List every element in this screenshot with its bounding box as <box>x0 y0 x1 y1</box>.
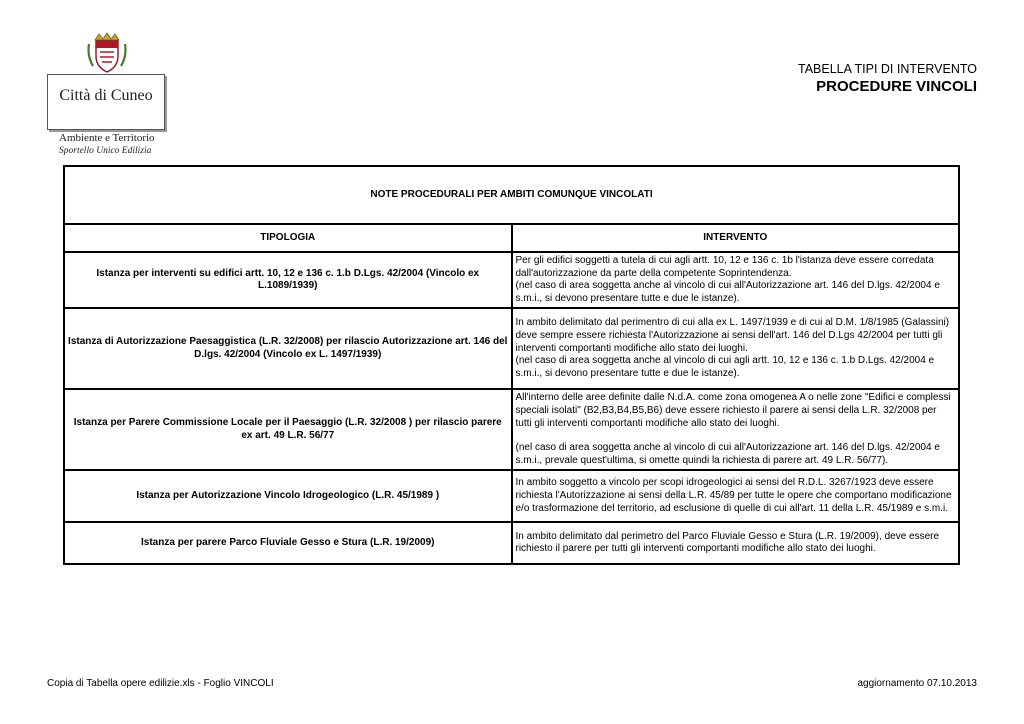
intervento-cell <box>512 389 960 470</box>
table-row <box>64 522 959 564</box>
tipologia-cell: Istanza per parere Parco Fluviale Gesso e Stura (L.R. 19/2009) <box>64 522 512 564</box>
intervento-cell <box>512 522 960 564</box>
header-subtitle: TABELLA TIPI DI INTERVENTO <box>798 62 977 76</box>
logo-city-name: Città di Cuneo <box>59 87 153 104</box>
intervento-cell <box>512 252 960 308</box>
table-row <box>64 470 959 522</box>
column-header-intervento: INTERVENTO <box>512 224 960 252</box>
intervento-note: (nel caso di area soggetta anche al vincolo di cui all'Autorizzazione art. 146 del D.lgs. 42/2004 e s.m.i., prevale quest'ultima, si omette quindi la richiesta di parere art. 49 L.R. 56/77). <box>515 442 940 466</box>
tipologia-cell: Istanza di Autorizzazione Paesaggistica (L.R. 32/2008) per rilascio Autorizzazione art. 146 del D.lgs. 42/2004 (Vincolo ex L. 1497/1939) <box>64 308 512 389</box>
table-row <box>64 308 959 389</box>
coat-of-arms-icon <box>85 30 129 74</box>
intervento-cell <box>512 308 960 389</box>
intervento-text: All'interno delle aree definite dalle N.d.A. come zona omogenea A o nelle zone "Edifici e complessi speciali isolati" (B2,B3,B4,B5,B6) deve essere richiesto il parere ai sensi della L.R. 32/2008 per tutti gli interventi comportanti modifiche allo stato dei luoghi. <box>515 392 951 429</box>
intervento-text: In ambito delimitato dal perimentro di cui alla ex L. 1497/1939 e di cui al D.M. 1/8/1985 (Galassini) deve sempre essere richiesta l'Autorizzazione ai sensi dell'art. 146 del D.Lgs 42/2004 per tutti gli interventi comportanti modifiche allo stato dei luoghi. <box>515 317 950 354</box>
city-logo <box>47 30 172 156</box>
tipologia-cell: Istanza per interventi su edifici artt. 10, 12 e 136 c. 1.b D.Lgs. 42/2004 (Vincolo ex L.1089/1939) <box>64 252 512 308</box>
intervento-cell <box>512 470 960 522</box>
logo-department: Ambiente e Territorio <box>59 132 155 144</box>
intervento-text: Per gli edifici soggetti a tutela di cui agli artt. 10, 12 e 136 c. 1b l'istanza deve essere corredata dall'autorizzazione da parte della competente Soprintendenza. <box>515 255 934 279</box>
footer-update-date: aggiornamento 07.10.2013 <box>857 678 977 689</box>
column-header-tipologia: TIPOLOGIA <box>64 224 512 252</box>
logo-frame <box>47 74 165 130</box>
header-title: PROCEDURE VINCOLI <box>816 78 977 95</box>
intervento-note: (nel caso di area soggetta anche al vincolo di cui agli artt. 10, 12 e 136 c. 1.b D.Lgs. 42/2004 e s.m.i., si devono presentare tutte e due le istanze). <box>515 355 935 379</box>
footer-source: Copia di Tabella opere edilizie.xls - Foglio VINCOLI <box>47 678 274 689</box>
table-row <box>64 252 959 308</box>
intervento-text: In ambito soggetto a vincolo per scopi idrogeologici ai sensi del R.D.L. 3267/1923 deve essere richiesta l'Autorizzazione ai sensi della L.R. 45/89 per tutte le opere che comportano modificazione e/o trasformazione del territorio, ad esclusione di quelle di cui all'art. 11 della L.R. 45/1989 e s.m.i. <box>515 477 952 514</box>
table-caption: NOTE PROCEDURALI PER AMBITI COMUNQUE VINCOLATI <box>64 166 959 224</box>
document-header <box>798 62 977 95</box>
intervento-text: In ambito delimitato dal perimetro del Parco Fluviale Gesso e Stura (L.R. 19/2009), deve essere richiesto il parere per tutti gli interventi comportanti modifiche allo stato dei luoghi. <box>515 530 940 555</box>
tipologia-cell: Istanza per Parere Commissione Locale per il Paesaggio (L.R. 32/2008 ) per rilascio parere ex art. 49 L.R. 56/77 <box>64 389 512 470</box>
table-row <box>64 389 959 470</box>
tipologia-cell: Istanza per Autorizzazione Vincolo Idrogeologico (L.R. 45/1989 ) <box>64 470 512 522</box>
logo-office: Sportello Unico Edilizia <box>59 146 152 156</box>
intervento-note: (nel caso di area soggetta anche al vincolo di cui all'Autorizzazione art. 146 del D.lgs. 42/2004 e s.m.i., si devono presentare tutte e due le istanze). <box>515 280 940 304</box>
procedures-table <box>63 165 960 565</box>
